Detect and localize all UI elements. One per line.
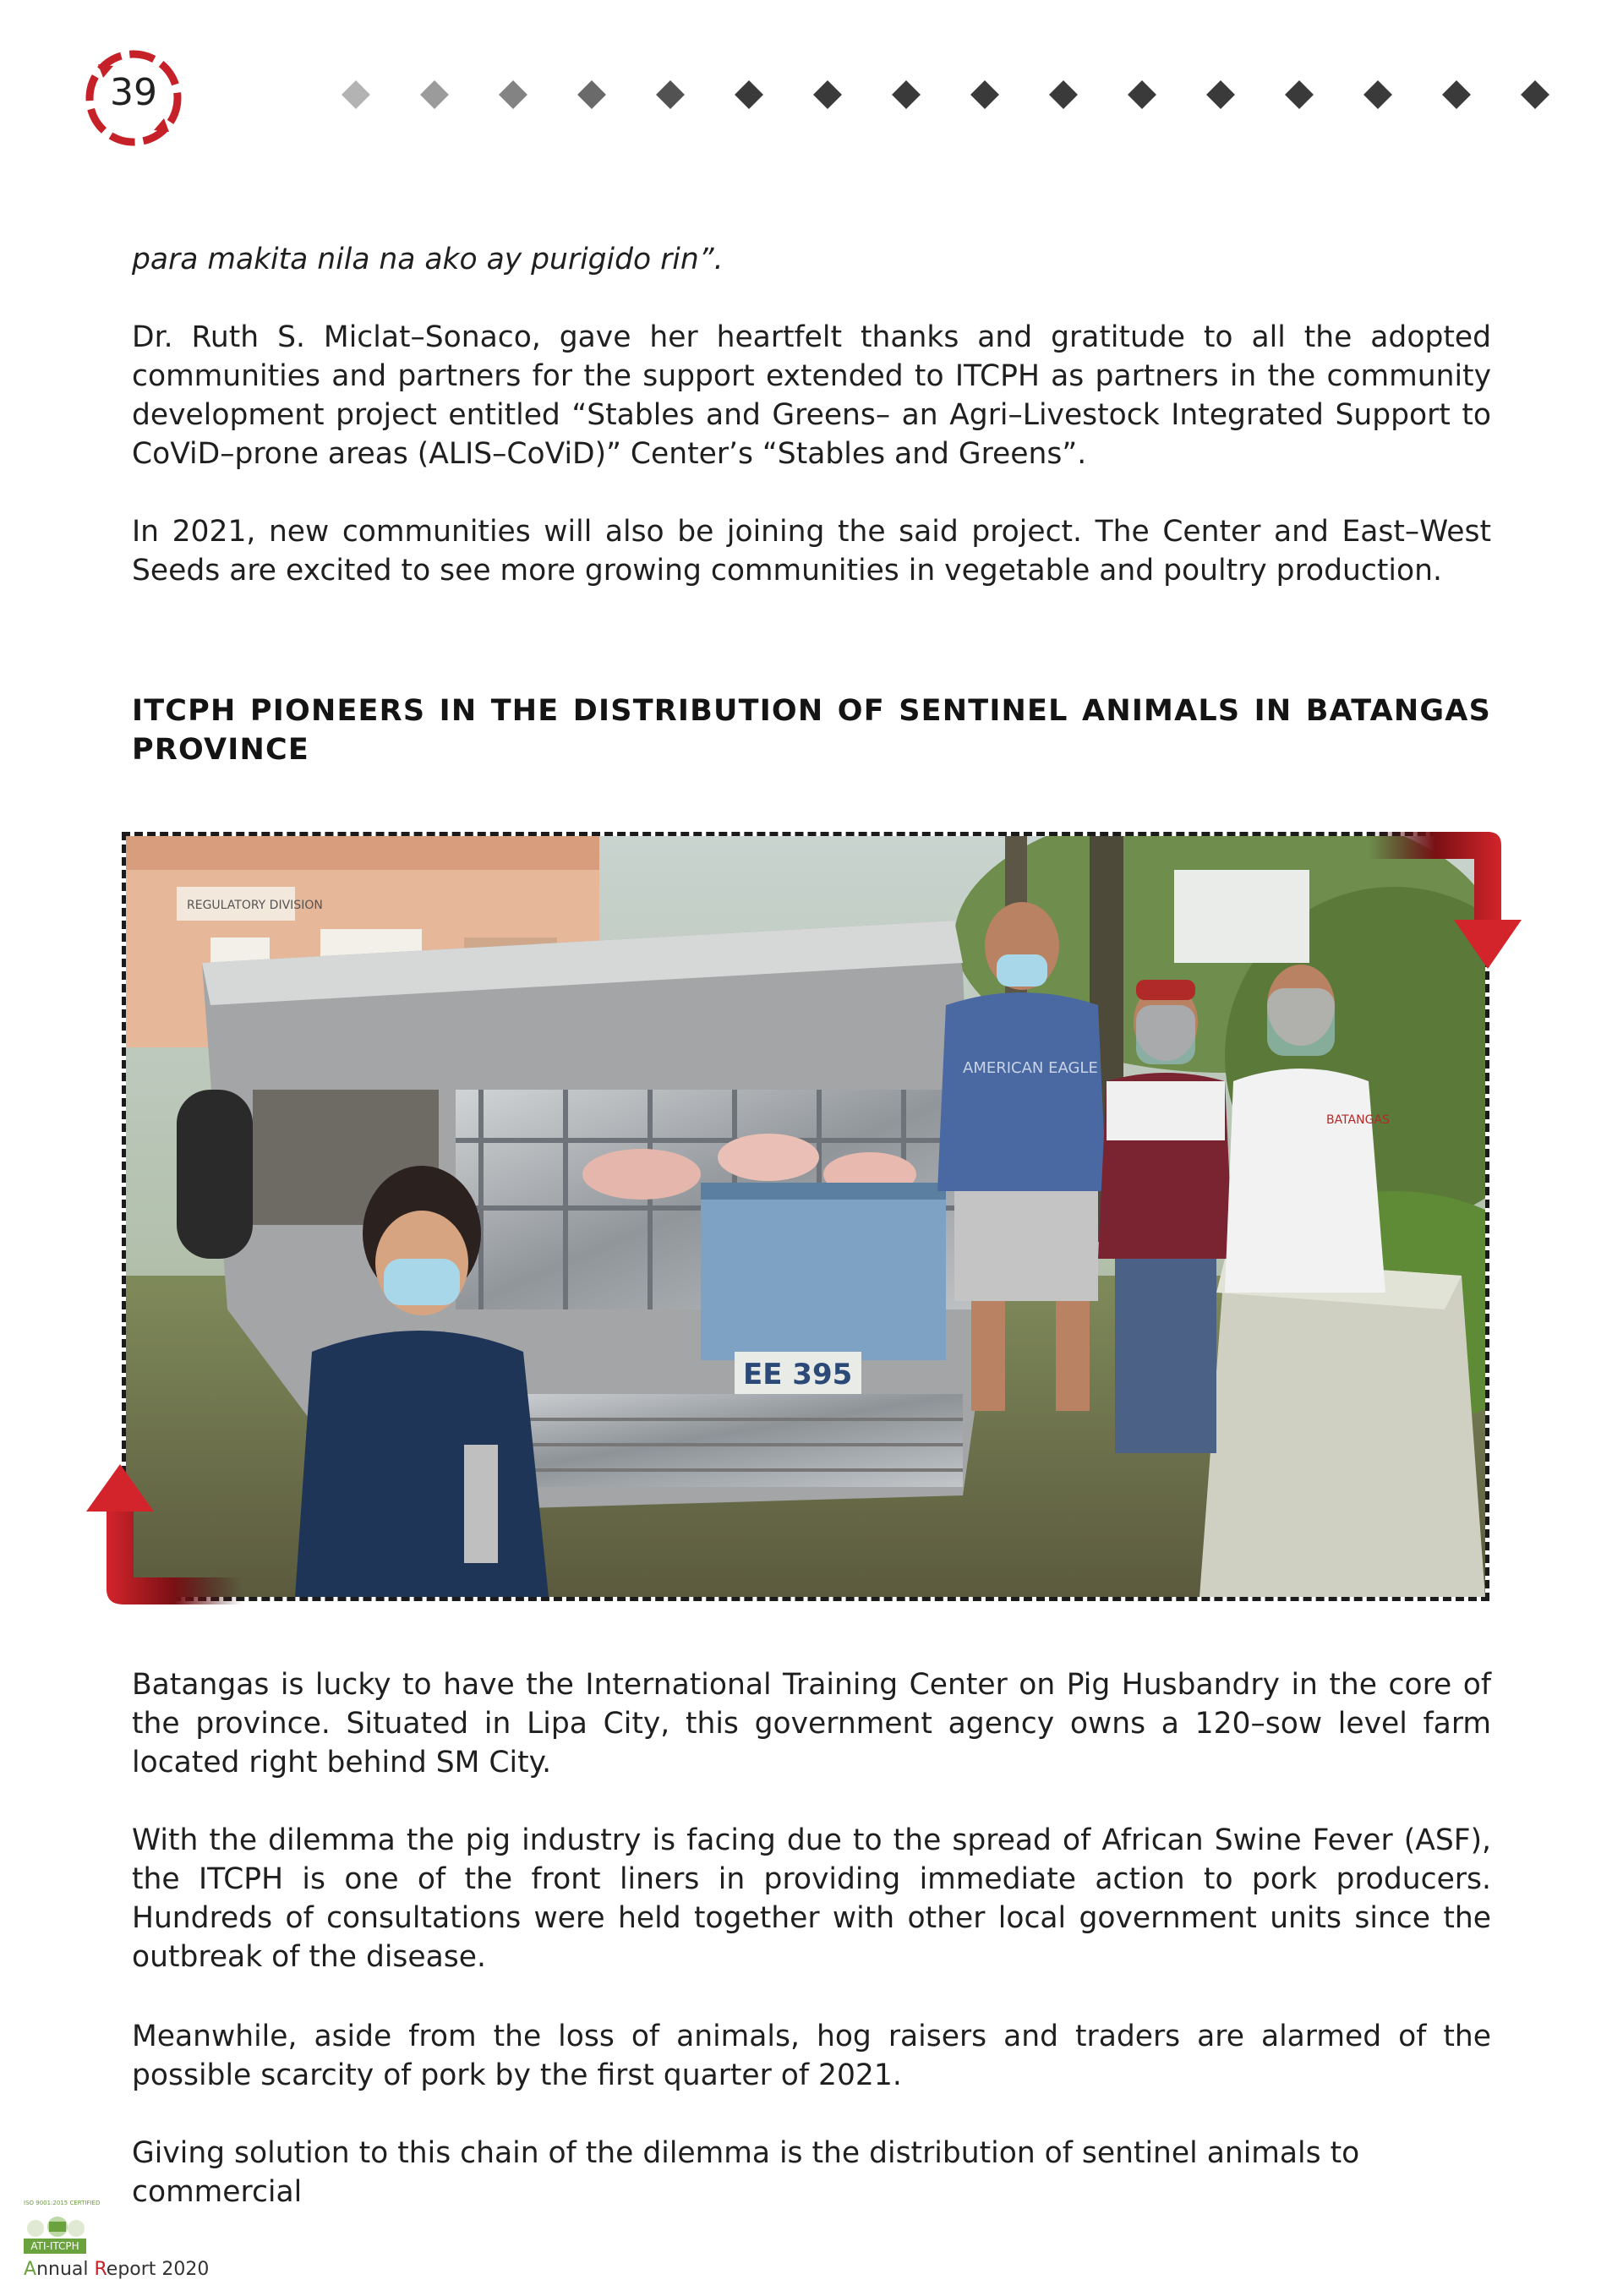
section-heading: ITCPH PIONEERS IN THE DISTRIBUTION OF SENTINEL ANIMALS IN BATANGAS PROVINCE [132, 694, 1491, 767]
shirt-text: AMERICAN EAGLE [963, 1059, 1098, 1077]
corner-arrow-up-icon [81, 1462, 242, 1610]
footer-report-a: A [24, 2259, 37, 2280]
photo-frame [122, 832, 1489, 1601]
diamond-decoration-icon [656, 80, 685, 109]
diamond-decoration-icon [1363, 80, 1392, 109]
diamond-decoration-icon [499, 80, 527, 109]
footer-report-mid: nnual [36, 2259, 95, 2280]
footer-iso-text: ISO 9001:2015 CERTIFIED [24, 2200, 101, 2206]
paragraph-2021-communities: In 2021, new communities will also be joining the said project. The Center and East–West Seeds are excited to see more growing communities in vegetable and poultry production. [132, 515, 1491, 588]
page-number: 39 [110, 71, 157, 114]
paragraph-batangas-center: Batangas is lucky to have the International Training Center on Pig Husbandry in the core of the province. Situated in Lipa City, this government agency owns a 120–sow level farm located right behind SM City. [132, 1668, 1491, 1779]
footer-report-rest: eport 2020 [106, 2259, 210, 2280]
diamond-decoration-icon [892, 80, 921, 109]
diamond-decoration-icon [1285, 80, 1314, 109]
diamond-decoration-icon [420, 80, 449, 109]
diamond-decoration-icon [1206, 80, 1235, 109]
diamond-decoration-icon [1521, 80, 1549, 109]
diamond-decoration-icon [342, 80, 370, 109]
photo-sentinel-animal-jeepney [126, 836, 1485, 1597]
diamond-decoration-icon [813, 80, 842, 109]
diamond-decoration-icon [1128, 80, 1156, 109]
diamond-decoration-icon [1049, 80, 1078, 109]
shirt-logo: BATANGAS [1326, 1113, 1390, 1127]
diamond-decoration-icon [970, 80, 999, 109]
paragraph-thanks: Dr. Ruth S. Miclat–Sonaco, gave her heartfelt thanks and gratitude to all the adopted communities and partners for the support extended to ITCPH as partners in the community development project entitled “Stables and Greens– an Agri–Livestock Integrated Support to CoViD–prone areas (ALIS–CoViD)” Center’s “Stables and Greens”. [132, 320, 1491, 471]
footer-annual-report [24, 2257, 209, 2282]
paragraph-pork-scarcity: Meanwhile, aside from the loss of animals, hog raisers and traders are alarmed of the possible scarcity of pork by the first quarter of 2021. [132, 2020, 1491, 2092]
diamond-row-decoration [334, 81, 1623, 115]
footer-tag: ATI-ITCPH [24, 2239, 86, 2254]
paragraph-asf-dilemma: With the dilemma the pig industry is facing due to the spread of African Swine Fever (ASF), the ITCPH is one of the front liners in providing immediate action to pork producers. Hundreds of consultations were held together with other local government units since the outbreak of the disease. [132, 1823, 1491, 1974]
corner-arrow-down-icon [1369, 828, 1527, 972]
diamond-decoration-icon [1442, 80, 1471, 109]
paragraph-quote-end: para makita nila na ako ay purigido rin”. [132, 243, 724, 276]
diamond-decoration-icon [577, 80, 606, 109]
footer-report-r: R [94, 2259, 107, 2280]
license-plate: EE 395 [743, 1358, 853, 1391]
diamond-decoration-icon [735, 80, 763, 109]
paragraph-sentinel-solution: Giving solution to this chain of the dilemma is the distribution of sentinel animals to commercial [132, 2136, 1360, 2209]
building-sign: REGULATORY DIVISION [187, 899, 323, 912]
